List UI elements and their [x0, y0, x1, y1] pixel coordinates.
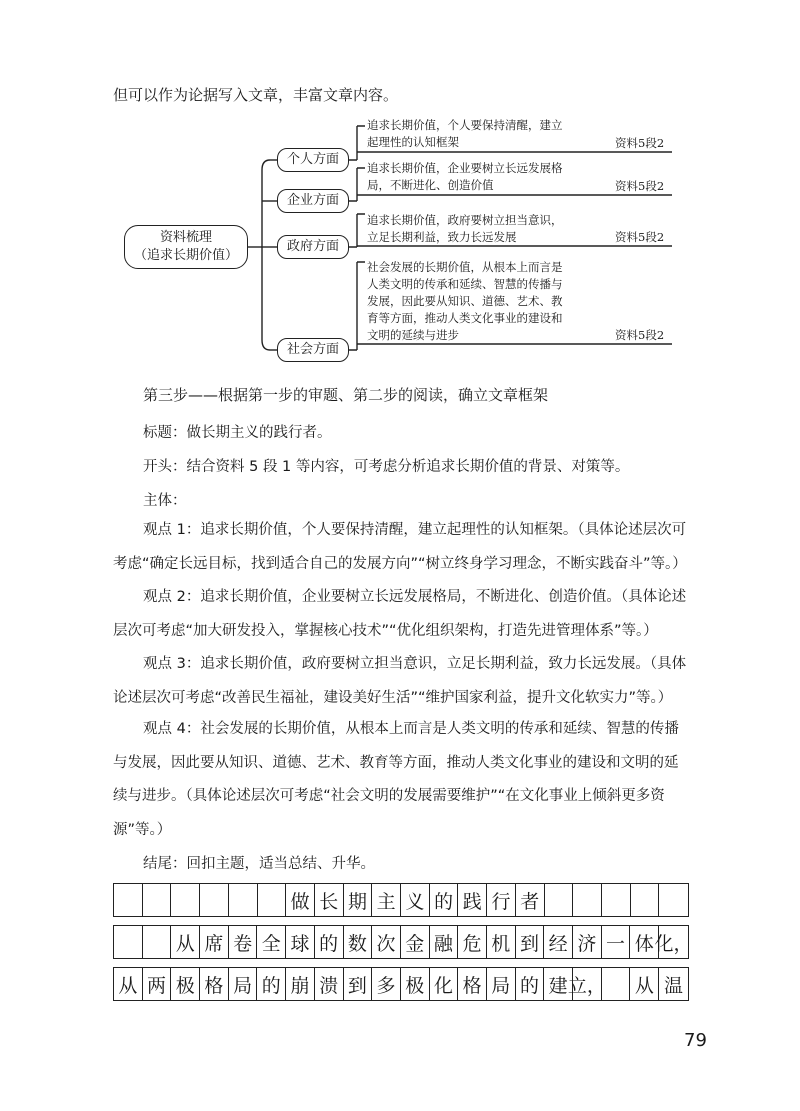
grid-cell: 多 [372, 968, 401, 1000]
grid-cell: 金 [401, 926, 430, 958]
detail-line: 社会发展的长期价值，从根本上而言是 [367, 260, 563, 274]
root-node [124, 225, 248, 269]
detail-line: 局，不断进化、创造价值 [367, 178, 494, 192]
root-subtitle: （追求长期价值） [133, 248, 238, 263]
grid-cell: 期 [344, 884, 373, 916]
writing-grid-row [113, 883, 689, 917]
grid-cell: 化， [654, 932, 693, 955]
category-personal: 个人方面 [277, 148, 349, 172]
grid-cell: 从 [171, 926, 200, 958]
source-label: 资料5段2 [615, 328, 665, 342]
source-label: 资料5段2 [615, 179, 665, 193]
page-number: 79 [684, 1030, 707, 1051]
grid-cell: 溃 [315, 968, 344, 1000]
grid-cell: 者 [516, 884, 545, 916]
grid-cell: 的 [516, 968, 545, 1000]
grid-cell: 的 [430, 884, 459, 916]
grid-cell: 危 [458, 926, 487, 958]
point-4: 观点 4：社会发展的长期价值，从根本上而言是人类文明的传承和延续、智慧的传播与发展，因此要从知识、道德、艺术、教育等方面，推动人类文化事业的建设和文明的延续与进步。（具体论述层次可考虑“社会文明的发展需要维护”“在文化事业上倾斜更多资源”等。） [113, 721, 679, 838]
detail-line: 人类文明的传承和延续、智慧的传播与 [367, 277, 563, 291]
grid-cell: 到 [516, 926, 545, 958]
detail-line: 追求长期价值，个人要保持清醒，建立 [367, 118, 563, 132]
grid-cell [573, 884, 602, 916]
grid-cell: 经 [544, 926, 573, 958]
grid-cell: 两 [143, 968, 172, 1000]
grid-cell [602, 968, 631, 1000]
grid-cell: 全 [257, 926, 286, 958]
detail-line: 育等方面，推动人类文化事业的建设和 [367, 311, 563, 325]
grid-cell [114, 884, 143, 916]
intro-text: 但可以作为论据写入文章，丰富文章内容。 [113, 86, 399, 104]
grid-cell: 立， [573, 968, 602, 1000]
grid-cell: 从 [630, 968, 659, 1000]
grid-cell [659, 884, 688, 916]
detail-line: 文明的延续与进步 [367, 328, 459, 342]
writing-grid-row [113, 967, 689, 1001]
category-government: 政府方面 [277, 235, 349, 259]
grid-cell: 融 [430, 926, 459, 958]
grid-cell: 体 [630, 926, 659, 958]
grid-cell [631, 884, 660, 916]
main-label: 主体： [143, 493, 187, 509]
detail-line: 追求长期价值，企业要树立长远发展格 [367, 161, 563, 175]
step-heading: 第三步——根据第一步的审题、第二步的阅读，确立文章框架 [143, 386, 549, 404]
category-enterprise: 企业方面 [277, 189, 349, 213]
grid-cell [229, 884, 258, 916]
grid-cell: 次 [372, 926, 401, 958]
grid-cell: 数 [344, 926, 373, 958]
title-line: 标题：做长期主义的践行者。 [143, 425, 332, 441]
grid-cell: 局 [229, 968, 258, 1000]
point-2: 观点 2：追求长期价值，企业要树立长远发展格局，不断进化、创造价值。（具体论述层次可考虑“加大研发投入，掌握核心技术”“优化组织架构，打造先进管理体系”等。） [113, 589, 687, 639]
detail-government [367, 212, 607, 246]
grid-cell: 到 [344, 968, 373, 1000]
grid-cell: 行 [487, 884, 516, 916]
grid-cell [114, 926, 143, 958]
detail-enterprise [367, 160, 607, 194]
root-title: 资料梳理 [159, 230, 212, 245]
point-1: 观点 1：追求长期价值，个人要保持清醒，建立起理性的认知框架。（具体论述层次可考虑“确定长远目标，找到适合自己的发展方向”“树立终身学习理念，不断实践奋斗”等。） [113, 522, 687, 572]
mind-map [0, 0, 800, 380]
grid-cell: 极 [401, 968, 430, 1000]
grid-cell [143, 926, 172, 958]
opening-line: 开头：结合资料 5 段 1 等内容，可考虑分析追求长期价值的背景、对策等。 [143, 459, 630, 475]
detail-line: 立足长期利益，致力长远发展 [367, 230, 517, 244]
detail-line: 起理性的认知框架 [367, 135, 459, 149]
grid-cell: 温 [664, 974, 684, 997]
grid-cell: 格 [200, 968, 229, 1000]
source-label: 资料5段2 [615, 136, 665, 150]
grid-cell: 从 [114, 968, 143, 1000]
grid-cell [602, 884, 631, 916]
ending-line: 结尾：回扣主题，适当总结、升华。 [143, 856, 375, 872]
grid-cell: 极 [171, 968, 200, 1000]
grid-cell [200, 884, 229, 916]
grid-cell: 卷 [229, 926, 258, 958]
grid-cell [258, 884, 287, 916]
grid-cell: 局 [487, 968, 516, 1000]
grid-cell: 球 [286, 926, 315, 958]
grid-cell [171, 884, 200, 916]
grid-cell: 主 [372, 884, 401, 916]
grid-cell: 建 [544, 968, 573, 1000]
grid-cell: 机 [487, 926, 516, 958]
grid-cell: 的 [315, 926, 344, 958]
grid-cell: 践 [458, 884, 487, 916]
grid-cell [545, 884, 574, 916]
grid-cell: 一 [602, 926, 631, 958]
detail-personal [367, 117, 607, 151]
grid-cell [143, 884, 172, 916]
detail-society [367, 259, 607, 344]
writing-grid-row [113, 925, 693, 959]
grid-cell: 长 [315, 884, 344, 916]
grid-cell: 崩 [286, 968, 315, 1000]
grid-cell: 化 [430, 968, 459, 1000]
grid-cell: 席 [200, 926, 229, 958]
source-label: 资料5段2 [615, 230, 665, 244]
category-society: 社会方面 [277, 338, 349, 362]
detail-line: 追求长期价值，政府要树立担当意识， [367, 213, 563, 227]
point-3: 观点 3：追求长期价值，政府要树立担当意识，立足长期利益，致力长远发展。（具体论述层次可考虑“改善民生福祉，建设美好生活”“维护国家利益，提升文化软实力”等。） [113, 656, 687, 706]
grid-cell: 济 [573, 926, 602, 958]
grid-cell: 做 [286, 884, 315, 916]
grid-cell: 义 [401, 884, 430, 916]
detail-line: 发展，因此要从知识、道德、艺术、教 [367, 294, 563, 308]
grid-cell: 格 [458, 968, 487, 1000]
grid-cell: 的 [257, 968, 286, 1000]
